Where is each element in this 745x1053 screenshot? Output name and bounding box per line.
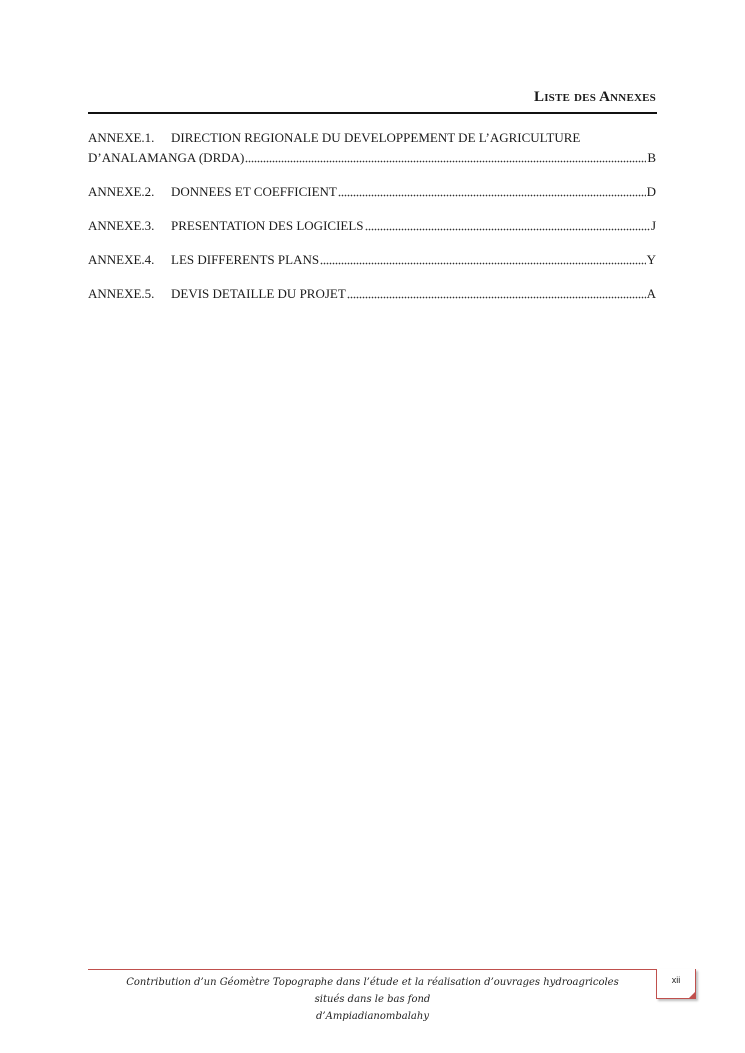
annex-number: ANNEXE.1. <box>88 130 155 145</box>
annex-entry-5[interactable] <box>88 284 656 304</box>
dot-leader <box>245 150 646 164</box>
annex-number: ANNEXE.4. <box>88 252 155 267</box>
annex-title: DIRECTION REGIONALE DU DEVELOPPEMENT DE L’AGRICULTURE <box>171 130 581 145</box>
dot-leader <box>365 218 650 232</box>
annex-number: ANNEXE.3. <box>88 218 155 233</box>
annex-title-continued: D’ANALAMANGA (DRDA) <box>88 150 245 165</box>
annex-page: A <box>646 286 656 301</box>
page-number: xii <box>671 975 681 985</box>
page-number-box <box>656 969 696 999</box>
annex-entry-1[interactable] <box>88 128 656 168</box>
annex-entry-4[interactable] <box>88 250 656 270</box>
annex-list <box>88 128 656 318</box>
annex-page: Y <box>646 252 656 267</box>
footer-line-1: Contribution d’un Géomètre Topographe dans l’étude et la réalisation d’ouvrages hydroagricoles situés dans le bas fond <box>126 977 619 1005</box>
dot-leader <box>320 252 646 266</box>
title-rule <box>88 112 657 114</box>
dot-leader <box>338 184 646 198</box>
page-corner-fold-icon <box>688 991 696 999</box>
footer-caption <box>110 974 635 1025</box>
annex-title: PRESENTATION DES LOGICIELS <box>171 218 364 233</box>
annex-title: DEVIS DETAILLE DU PROJET <box>171 286 346 301</box>
dot-leader <box>347 286 646 300</box>
page-title: Liste des Annexes <box>533 89 656 105</box>
annex-title: LES DIFFERENTS PLANS <box>171 252 320 267</box>
annex-page: D <box>646 184 656 199</box>
footer-rule <box>88 969 696 970</box>
footer-line-2: d’Ampiadianombalahy <box>316 1011 429 1022</box>
annex-number: ANNEXE.2. <box>88 184 155 199</box>
annex-page: J <box>650 218 656 233</box>
annex-entry-3[interactable] <box>88 216 656 236</box>
annex-page: B <box>647 150 656 165</box>
annex-entry-2[interactable] <box>88 182 656 202</box>
annex-number: ANNEXE.5. <box>88 286 155 301</box>
annex-title: DONNEES ET COEFFICIENT <box>171 184 337 199</box>
